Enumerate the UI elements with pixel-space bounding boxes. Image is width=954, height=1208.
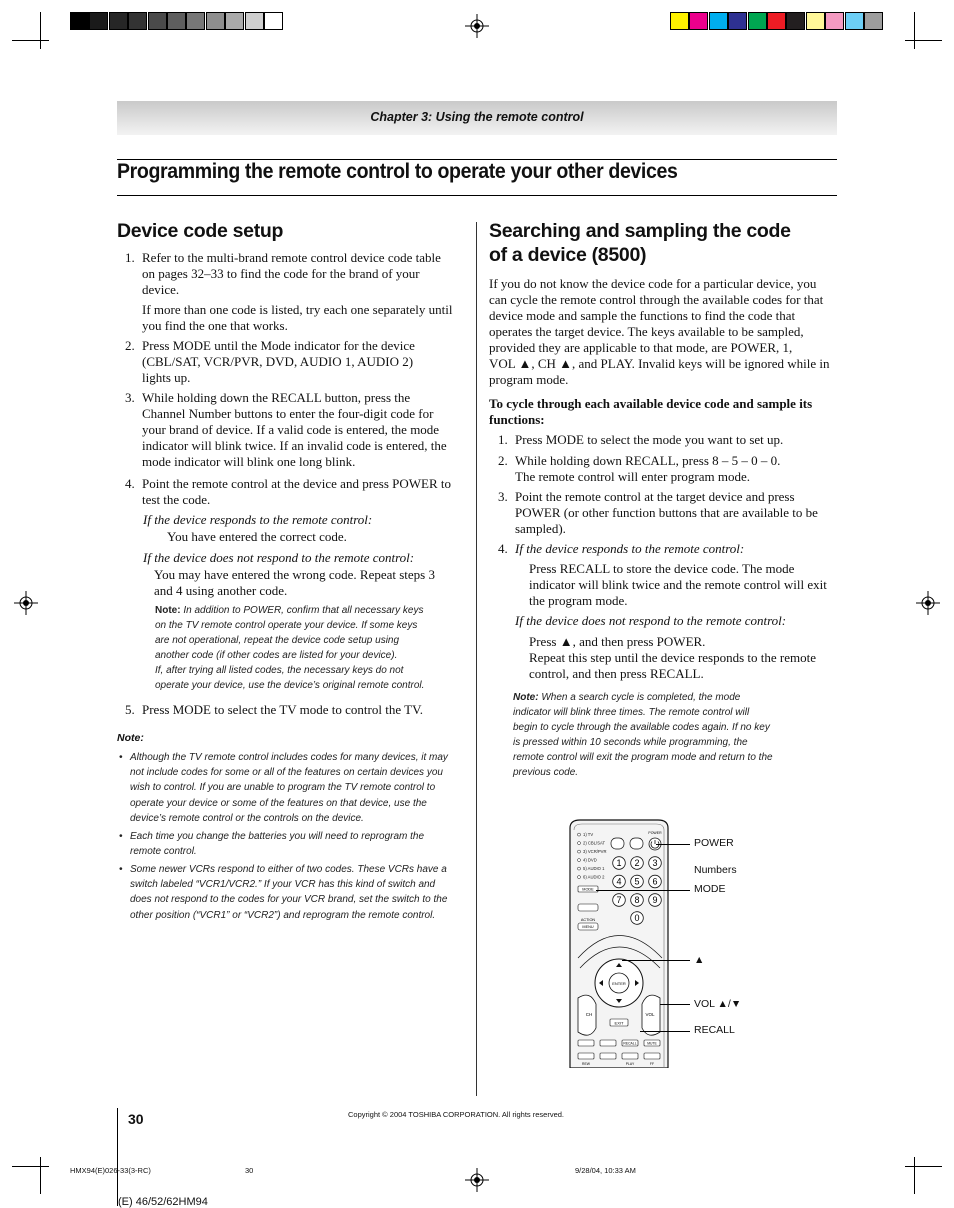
bullet-line: Some newer VCRs respond to either of two codes. These VCRs have a <box>130 864 447 875</box>
text-line: control, and then press RECALL. <box>529 666 704 681</box>
note-text: begin to cycle through the available codes again. If no key <box>513 722 770 733</box>
mode-indicator <box>578 850 581 853</box>
left-if-not: If the device does not respond to the remote control: <box>143 550 415 565</box>
note-line <box>513 750 838 765</box>
right-responds-text <box>529 561 827 609</box>
gray-swatch <box>109 12 128 30</box>
step-number: 5. <box>125 702 135 717</box>
color-swatch <box>670 12 689 30</box>
right-if-not: If the device does not respond to the remote control: <box>515 613 787 628</box>
note-line <box>155 663 455 678</box>
note-text: on the TV remote control operate your device. If some keys <box>155 620 418 631</box>
note-line <box>155 648 455 663</box>
svg-text:MENU: MENU <box>582 925 594 929</box>
gray-swatch <box>89 12 108 30</box>
gray-swatch <box>167 12 186 30</box>
text-line: operates the target device. The keys available to be sampled, <box>489 324 804 339</box>
callout-leader <box>660 1004 690 1005</box>
color-swatch <box>709 12 728 30</box>
text-line: device mode and sample the functions to find the code that <box>489 308 796 323</box>
note-text: In addition to POWER, confirm that all necessary keys <box>183 605 424 616</box>
svg-text:FF: FF <box>649 1062 655 1066</box>
note-bullet <box>119 750 448 826</box>
note-bullet <box>119 829 425 859</box>
bullet-dot: • <box>119 752 123 763</box>
step-text <box>515 489 818 537</box>
callout-leader <box>622 960 690 961</box>
mode-indicator <box>578 842 581 845</box>
step-number: 4. <box>498 541 508 556</box>
callout-mode: MODE <box>694 883 726 895</box>
text-line: Press MODE until the Mode indicator for the device <box>142 338 415 353</box>
color-swatch <box>786 12 805 30</box>
text-line: If more than one code is listed, try each one separately until <box>142 302 453 317</box>
gray-swatch <box>128 12 147 30</box>
gray-swatch <box>186 12 205 30</box>
step-number: 4. <box>125 476 135 491</box>
digit-label: 4 <box>616 876 622 887</box>
note-line <box>155 603 455 618</box>
heading-line: of a device (8500) <box>489 244 647 266</box>
text-line: indicator will blink twice. If an invalid code is entered, the <box>142 438 447 453</box>
note-line <box>155 678 455 693</box>
note-line <box>155 633 455 648</box>
gray-swatch <box>264 12 283 30</box>
color-swatch <box>689 12 708 30</box>
chapter-title: Chapter 3: Using the remote control <box>370 110 584 124</box>
svg-text:REW: REW <box>582 1062 590 1066</box>
bullet-line: switch labeled “VCR1/VCR2.” If your VCR has this kind of switch and <box>130 879 436 891</box>
chapter-header <box>117 101 837 135</box>
note-text: are not operational, repeat the device code setup using <box>155 635 400 646</box>
left-if-responds: If the device responds to the remote control: <box>143 512 373 527</box>
note-text: remote control will exit the program mode and return to the <box>513 752 773 763</box>
callout-vol: VOL ▲/▼ <box>694 998 742 1010</box>
step-number: 3. <box>125 390 135 405</box>
color-swatch <box>825 12 844 30</box>
note-text: indicator will blink three times. The remote control will <box>513 707 750 718</box>
text-line: on pages 32–33 to find the code for the brand of your <box>142 266 420 281</box>
registration-mark-icon <box>465 14 489 38</box>
callout-numbers: Numbers <box>694 864 737 876</box>
callout-power: POWER <box>694 837 734 849</box>
bullet-line: device’s remote control or the controls on the device. <box>130 812 364 824</box>
gray-swatch <box>70 12 89 30</box>
note-line <box>513 765 838 780</box>
copyright: Copyright © 2004 TOSHIBA CORPORATION. All rights reserved. <box>348 1110 565 1119</box>
text-line: VOL ▲, CH ▲, and PLAY. Invalid keys will be ignored while in <box>489 356 830 371</box>
color-swatch <box>767 12 786 30</box>
step-number: 2. <box>498 453 508 468</box>
note-label: Note: <box>513 692 539 703</box>
text-line: Point the remote control at the target device and press <box>515 489 795 504</box>
step-text: Press MODE to select the TV mode to control the TV. <box>142 702 424 717</box>
svg-text:EXIT: EXIT <box>614 1020 624 1026</box>
notes-heading: Note: <box>117 732 144 744</box>
callout-leader <box>656 844 690 845</box>
digit-label: 7 <box>616 895 622 906</box>
text-line: (CBL/SAT, VCR/PVR, DVD, AUDIO 1, AUDIO 2) <box>142 354 414 369</box>
bullet-line: not include codes for some or all of the features on certain devices you <box>130 767 443 779</box>
slug-page: 30 <box>245 1166 254 1175</box>
mode-indicator <box>578 876 581 879</box>
text-line: functions: <box>489 412 545 427</box>
text-line: sampled). <box>515 521 566 536</box>
digit-label: 1 <box>616 858 622 869</box>
text-line: While holding down the RECALL button, press the <box>142 390 411 405</box>
bullet-line: does not respond to the codes for your VCR brand, set the switch to the <box>130 894 448 906</box>
color-swatch <box>845 12 864 30</box>
right-intro <box>489 276 839 388</box>
callout-recall: RECALL <box>694 1024 735 1036</box>
callout-ch-up: ▲ <box>694 954 705 966</box>
mode-label: 1) TV <box>583 832 594 837</box>
text-line: Press ▲, and then press POWER. <box>529 634 706 649</box>
svg-text:PLAY: PLAY <box>625 1062 635 1066</box>
right-bold-instruction <box>489 396 839 428</box>
text-line: can cycle the remote control through the available codes for that <box>489 292 824 307</box>
title-rule-bottom <box>117 195 837 196</box>
color-swatch <box>806 12 825 30</box>
registration-mark-icon <box>14 591 38 615</box>
svg-text:RECALL: RECALL <box>623 1041 637 1046</box>
digit-label: 5 <box>634 876 640 887</box>
note-bullet <box>119 862 448 923</box>
right-note <box>513 690 838 780</box>
step-text <box>142 476 451 508</box>
text-line: The remote control will enter program mode. <box>515 469 751 484</box>
text-line: Refer to the multi-brand remote control device code table <box>142 250 441 265</box>
text-line: test the code. <box>142 492 211 507</box>
text-line: While holding down RECALL, press 8 – 5 – 0 – 0. <box>515 453 781 468</box>
note-text: When a search cycle is completed, the mode <box>541 692 741 703</box>
text-line: indicator will blink twice and the remote control will exit <box>529 577 827 592</box>
color-swatch <box>728 12 747 30</box>
text-line: You may have entered the wrong code. Repeat steps 3 <box>154 567 435 582</box>
step-text <box>142 338 415 386</box>
step-text <box>515 432 783 448</box>
callout-leader <box>640 1031 690 1032</box>
left-heading: Device code setup <box>117 220 284 242</box>
svg-text:POWER: POWER <box>648 831 662 835</box>
registration-mark-icon <box>916 591 940 615</box>
color-swatch <box>748 12 767 30</box>
gray-swatch <box>225 12 244 30</box>
note-line <box>513 690 838 705</box>
digit-label: 8 <box>634 895 640 906</box>
heading-line: Searching and sampling the code <box>489 220 791 242</box>
mode-indicator <box>578 859 581 862</box>
step-text <box>515 453 780 485</box>
note-line <box>155 618 455 633</box>
svg-text:CH: CH <box>585 1012 593 1017</box>
step-number: 1. <box>498 432 508 447</box>
text-line: Press MODE to select the mode you want to set up. <box>515 432 784 447</box>
svg-text:ACTION: ACTION <box>580 918 596 922</box>
left-note <box>155 603 455 693</box>
text-line: Press RECALL to store the device code. The mode <box>529 561 795 576</box>
registration-mark-icon <box>465 1168 489 1192</box>
digit-label: 2 <box>634 858 640 869</box>
bullet-line: Each time you change the batteries you will need to reprogram the <box>130 831 425 842</box>
mode-label: 2) CBL/SAT <box>583 840 606 846</box>
text-line: program mode. <box>489 372 569 387</box>
page-title: Programming the remote control to operate your other devices <box>117 160 678 183</box>
bullet-line: Although the TV remote control includes codes for many devices, it may <box>130 752 448 763</box>
bullet-dot: • <box>119 831 123 842</box>
text-line: and 4 using another code. <box>154 583 288 598</box>
slug-model: (E) 46/52/62HM94 <box>118 1196 208 1208</box>
svg-text:VOL: VOL <box>645 1012 655 1017</box>
page-number: 30 <box>128 1111 144 1127</box>
text-line: mode indicator will blink one long blink. <box>142 454 356 469</box>
slug-file: HMX94(E)026-33(3-RC) <box>70 1166 151 1175</box>
right-not-text <box>529 634 816 682</box>
left-responds-text: You have entered the correct code. <box>167 529 347 544</box>
note-line <box>513 705 838 720</box>
svg-text:MUTE: MUTE <box>647 1041 657 1046</box>
mode-label: 5) AUDIO 1 <box>583 866 605 871</box>
left-not-text <box>154 567 435 599</box>
bullet-line: remote control. <box>130 846 197 858</box>
slug-date: 9/28/04, 10:33 AM <box>575 1166 636 1175</box>
text-line: Point the remote control at the device and press POWER to <box>142 476 452 491</box>
bullet-line: operate your device or some of the features on that device, use the <box>130 797 427 809</box>
note-text: previous code. <box>513 767 579 778</box>
mode-label: 6) AUDIO 2 <box>583 874 605 880</box>
bullet-dot: • <box>119 864 123 875</box>
text-line: device. <box>142 282 180 297</box>
callout-leader <box>596 890 690 891</box>
mode-indicator <box>578 833 581 836</box>
step-text: If the device responds to the remote control: <box>515 541 745 556</box>
note-line <box>513 720 838 735</box>
right-heading <box>489 219 791 267</box>
digit-label: 6 <box>652 876 658 887</box>
mode-label: 4) DVD <box>583 857 597 863</box>
svg-text:ENTER: ENTER <box>612 981 626 986</box>
text-line: lights up. <box>142 370 191 385</box>
text-line: Repeat this step until the device responds to the remote <box>529 650 817 665</box>
text-line: the program mode. <box>529 593 628 608</box>
step-text <box>142 302 452 334</box>
text-line: POWER (or other function buttons that are available to be <box>515 505 818 520</box>
note-text: another code (if other codes are listed for your device). <box>155 650 398 661</box>
text-line: you find the one that works. <box>142 318 288 333</box>
svg-text:MODE: MODE <box>582 887 594 892</box>
step-number: 1. <box>125 250 135 265</box>
note-text: operate your device, use the device’s original remote control. <box>155 680 425 691</box>
bullet-line: other position (“VCR1” or “VCR2”) and reprogram the remote control. <box>130 909 436 921</box>
note-label: Note: <box>155 605 181 616</box>
text-line: Channel Number buttons to enter the four-digit code for <box>142 406 434 421</box>
text-line: To cycle through each available device code and sample its <box>489 396 813 411</box>
note-text: If, after trying all listed codes, the necessary keys do not <box>155 665 404 676</box>
digit-label: 0 <box>634 913 640 924</box>
step-text <box>142 390 447 470</box>
color-swatch <box>864 12 883 30</box>
gray-swatch <box>206 12 225 30</box>
column-divider <box>476 222 477 1096</box>
note-text: is pressed within 10 seconds while programming, the <box>513 737 748 748</box>
mode-indicator <box>578 867 581 870</box>
digit-label: 9 <box>652 895 658 906</box>
bullet-line: wish to control. If you are unable to program the TV remote control to <box>130 782 436 794</box>
mode-label: 3) VCR/PVR <box>583 849 607 854</box>
text-line: your brand of device. If a valid code is entered, the mode <box>142 422 440 437</box>
gray-swatch <box>148 12 167 30</box>
step-number: 2. <box>125 338 135 353</box>
digit-label: 3 <box>652 858 658 869</box>
step-text <box>142 250 441 298</box>
note-line <box>513 735 838 750</box>
step-number: 3. <box>498 489 508 504</box>
text-line: provided they are applicable to that mode, are POWER, 1, <box>489 340 793 355</box>
text-line: If you do not know the device code for a particular device, you <box>489 276 817 291</box>
gray-swatch <box>245 12 264 30</box>
